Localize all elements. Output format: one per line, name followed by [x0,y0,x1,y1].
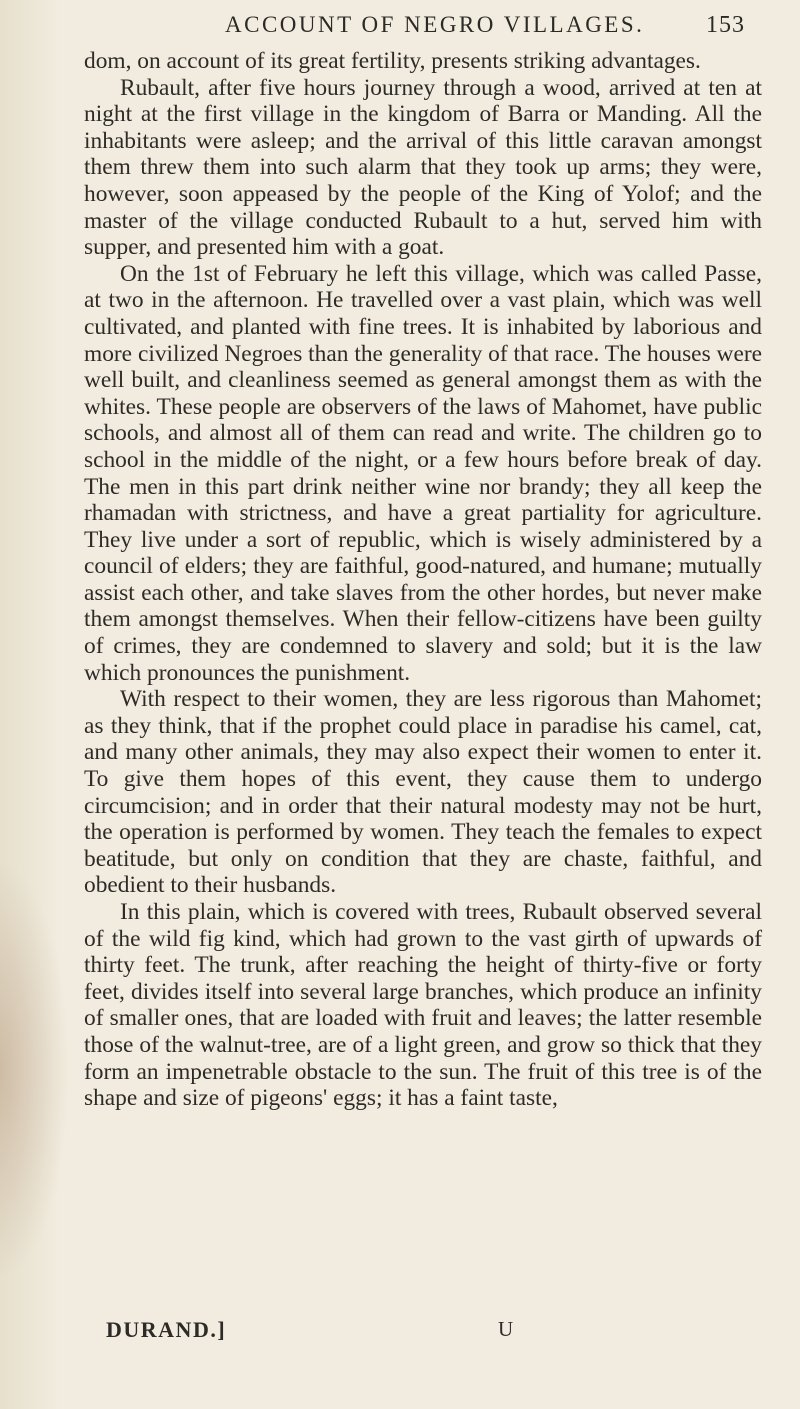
page-footer [106,1317,706,1347]
sheet-mark: U [498,1317,514,1341]
signature-mark: DURAND.] [106,1317,227,1342]
paragraph-fig-tree: In this plain, which is covered with trees, Rubault observed several of the wild fig kind, which had grown to the vast girth of upwards of thirty feet. The trunk, after reaching the height of thirty-five or forty feet, divides itself into several large branches, which produce an infinity of smaller ones, that are loaded with fruit and leaves; the latter resemble those of the walnut-tree, are of a light green, and grow so thick that they form an impenetrable obstacle to the sun. The fruit of this tree is of the shape and size of pigeons' eggs; it has a faint taste, [84,899,762,1112]
paragraph-arrival: Rubault, after five hours journey through a wood, arrived at ten at night at the first village in the kingdom of Barra or Manding. All the inhabitants were asleep; and the arrival of this little caravan amongst them threw them into such alarm that they took up arms; they were, however, soon appeased by the people of the King of Yolof; and the master of the village conducted Rubault to a hut, served him with supper, and presented him with a goat. [84,74,762,261]
paragraph-passe: On the 1st of February he left this village, which was called Passe, at two in the afternoon. He travelled over a vast plain, which was well cultivated, and planted with fine trees. It is inhabited by laborious and more civilized Negroes than the generality of that race. The houses were well built, and cleanliness seemed as general amongst them as with the whites. These people are observers of the laws of Mahomet, have public schools, and almost all of them can read and write. The children go to school in the middle of the night, or a few hours before break of day. The men in this part drink neither wine nor brandy; they all keep the rhamadan with strictness, and have a great partiality for agriculture. They live under a sort of republic, which is wisely administered by a council of elders; they are faithful, good-natured, and humane; mutually assist each other, and take slaves from the other hordes, but never make them amongst themselves. When their fellow-citizens have been guilty of crimes, they are condemned to slavery and sold; but it is the law which pronounces the punishment. [84,260,762,686]
running-head [225,12,745,46]
paragraph-women: With respect to their women, they are less rigorous than Mahomet; as they think, that if the prophet could place in paradise his camel, cat, and many other animals, they may also expect their women to enter it. To give them hopes of this event, they cause them to undergo circumcision; and in order that their natural modesty may not be hurt, the operation is performed by women. They teach the females to expect beatitude, but only on condition that they are chaste, faithful, and obedient to their husbands. [84,686,762,899]
page-number: 153 [706,12,745,38]
paragraph-continuation: dom, on account of its great fertility, presents striking advantages. [84,48,701,74]
paper-stain [0,860,70,1280]
body-text [84,48,762,1112]
running-title: ACCOUNT OF NEGRO VILLAGES. [225,12,645,37]
